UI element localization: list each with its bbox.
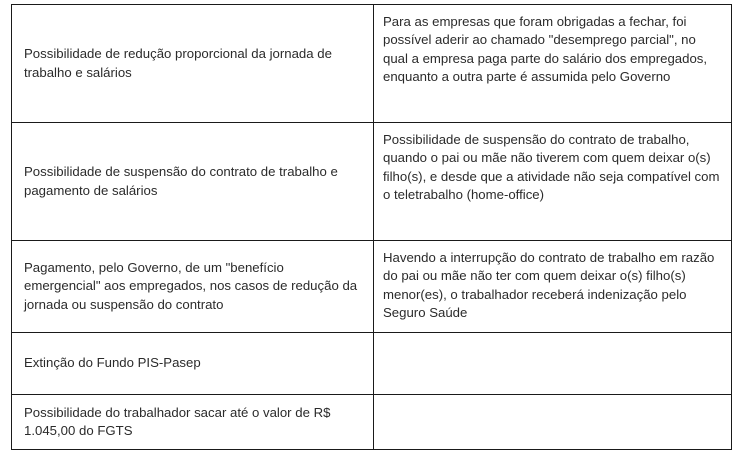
cell-text: Possibilidade de suspensão do contrato de trabalho e pagamento de salários (24, 164, 338, 198)
table-cell-right (374, 241, 732, 333)
table-row (12, 333, 732, 395)
cell-text: Pagamento, pelo Governo, de um "benefício emergencial" aos empregados, nos casos de redução da jornada ou suspensão do contrato (24, 259, 358, 312)
table-cell-right (374, 123, 732, 241)
table-cell-right (374, 395, 732, 450)
table-cell-left (12, 333, 374, 395)
table-row (12, 5, 732, 123)
comparison-table (11, 4, 732, 450)
cell-text: Extinção do Fundo PIS-Pasep (24, 355, 201, 371)
table-cell-right (374, 333, 732, 395)
cell-text: Possibilidade do trabalhador sacar até o valor de R$ 1.045,00 do FGTS (24, 404, 331, 438)
cell-text: Para as empresas que foram obrigadas a fechar, foi possível aderir ao chamado "desemprego parcial", no qual a empresa paga parte do salário dos empregados, enquanto a outra parte é assumida pelo Governo (383, 14, 708, 85)
table-cell-right (374, 5, 732, 123)
table-row (12, 395, 732, 450)
table-cell-left (12, 241, 374, 333)
table-cell-left (12, 395, 374, 450)
table-row (12, 123, 732, 241)
table-cell-left (12, 5, 374, 123)
cell-text: Possibilidade de redução proporcional da jornada de trabalho e salários (24, 46, 332, 80)
cell-text: Possibilidade de suspensão do contrato de trabalho, quando o pai ou mãe não tiverem com quem deixar o(s) filho(s), e desde que a atividade não seja compatível com o teletrabalho (home-office) (383, 132, 720, 203)
table-cell-left (12, 123, 374, 241)
cell-text: Havendo a interrupção do contrato de trabalho em razão do pai ou mãe não ter com quem deixar o(s) filho(s) menor(es), o trabalhador receberá indenização pelo Seguro Saúde (383, 250, 715, 321)
table-row (12, 241, 732, 333)
